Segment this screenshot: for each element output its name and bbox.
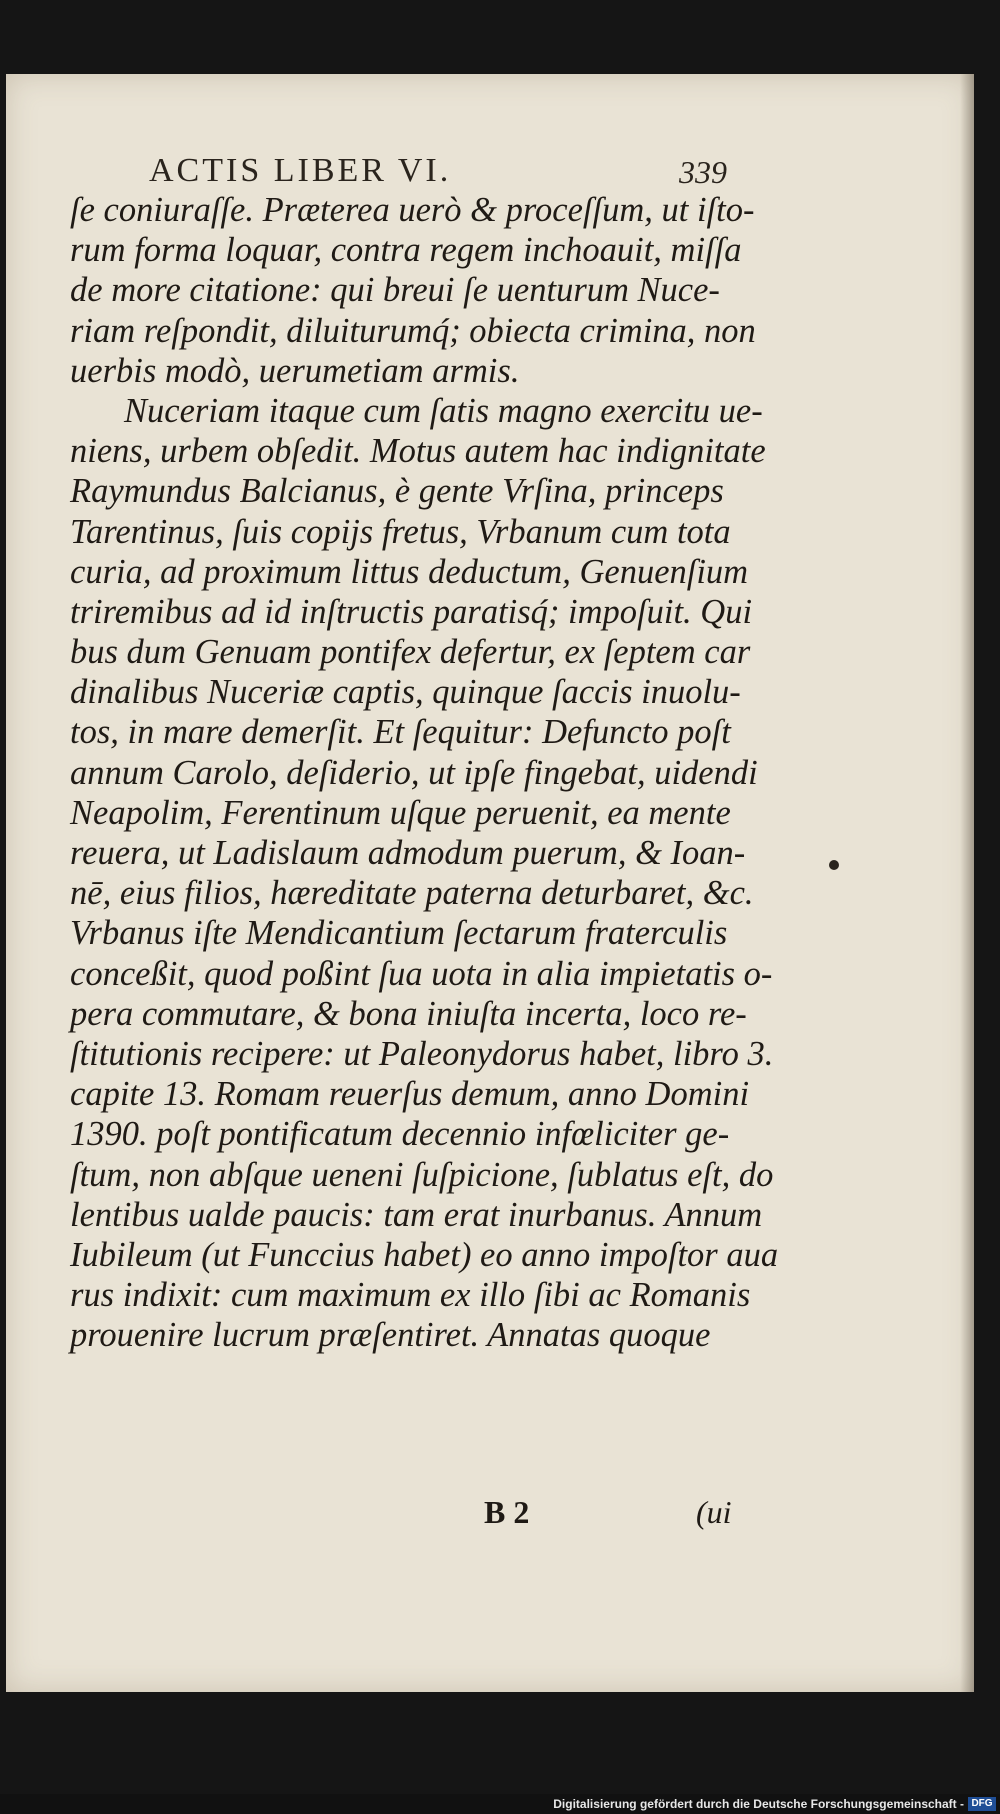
text-line: reuera, ut Ladislaum admodum puerum, & Ioan- <box>70 834 746 872</box>
text-line: prouenire lucrum præſentiret. Annatas quoque <box>70 1316 711 1355</box>
text-line: conceßit, quod poßint ſua uota in alia impietatis o- <box>70 954 773 993</box>
text-line: Raymundus Balcianus, è gente Vrſina, princeps <box>70 472 724 511</box>
text-line: ſtitutionis recipere: ut Paleonydorus habet, libro 3. <box>70 1034 774 1073</box>
text-line: Iubileum (ut Funccius habet) eo anno impoſtor aua <box>70 1235 779 1274</box>
text-line: Vrbanus iſte Mendicantium ſectarum fraterculis <box>70 914 728 953</box>
text-line: niens, urbem obſedit. Motus autem hac indignitate <box>70 432 766 471</box>
footer-bar <box>0 1794 1000 1814</box>
text-line: tos, in mare demerſit. Et ſequitur: Defuncto poſt <box>70 713 731 752</box>
text-line: rum forma loquar, contra regem inchoauit, miſſa <box>70 231 742 270</box>
text-line: riam reſpondit, diluiturumq́; obiecta crimina, non <box>70 311 756 350</box>
text-line: de more citatione: qui breui ſe uenturum Nuce- <box>70 271 720 310</box>
text-line: triremibus ad id inſtructis paratisq́; impoſuit. Qui <box>70 592 753 631</box>
text-line: ſtum, non abſque ueneni ſuſpicione, ſublatus eſt, do <box>70 1155 774 1194</box>
text-line: Tarentinus, ſuis copijs fretus, Vrbanum cum tota <box>70 512 731 551</box>
body-text <box>70 190 779 1355</box>
funding-credit: Digitalisierung gefördert durch die Deutsche Forschungsgemeinschaft - <box>553 1797 964 1811</box>
text-line: dinalibus Nuceriæ captis, quinque ſaccis inuolu- <box>70 673 741 712</box>
page-edge-shadow <box>960 74 974 1692</box>
text-line: pera commutare, & bona iniuſta incerta, loco re- <box>70 994 747 1033</box>
page-number: 339 <box>679 154 727 190</box>
ink-spot <box>829 860 839 870</box>
catchword: (ui <box>696 1494 732 1530</box>
dfg-logo: DFG <box>968 1797 996 1811</box>
text-line: capite 13. Romam reuerſus demum, anno Domini <box>70 1075 750 1114</box>
text-line: nē, eius filios, hæreditate paterna deturbaret, &c. <box>70 874 754 913</box>
text-line: Neapolim, Ferentinum uſque peruenit, ea mente <box>70 793 731 832</box>
text-line: 1390. poſt pontificatum decennio infœliciter ge- <box>70 1115 730 1154</box>
signature-mark: B 2 <box>484 1494 530 1530</box>
paragraph-start-line: Nuceriam itaque cum ſatis magno exercitu ue- <box>124 391 763 430</box>
page-header <box>6 152 974 192</box>
text-line: bus dum Genuam pontifex defertur, ex ſeptem car <box>70 633 751 672</box>
text-line: lentibus ualde paucis: tam erat inurbanus. Annum <box>70 1195 763 1234</box>
text-line: curia, ad proximum littus deductum, Genuenſium <box>70 552 749 591</box>
text-line: rus indixit: cum maximum ex illo ſibi ac Romanis <box>70 1276 751 1315</box>
running-title: ACTIS LIBER VI. <box>149 152 452 189</box>
book-page <box>6 74 974 1692</box>
text-line: annum Carolo, deſiderio, ut ipſe fingebat, uidendi <box>70 753 758 792</box>
text-line: uerbis modò, uerumetiam armis. <box>70 351 520 390</box>
text-line: ſe coniuraſſe. Præterea uerò & proceſſum, ut iſto- <box>70 191 755 229</box>
